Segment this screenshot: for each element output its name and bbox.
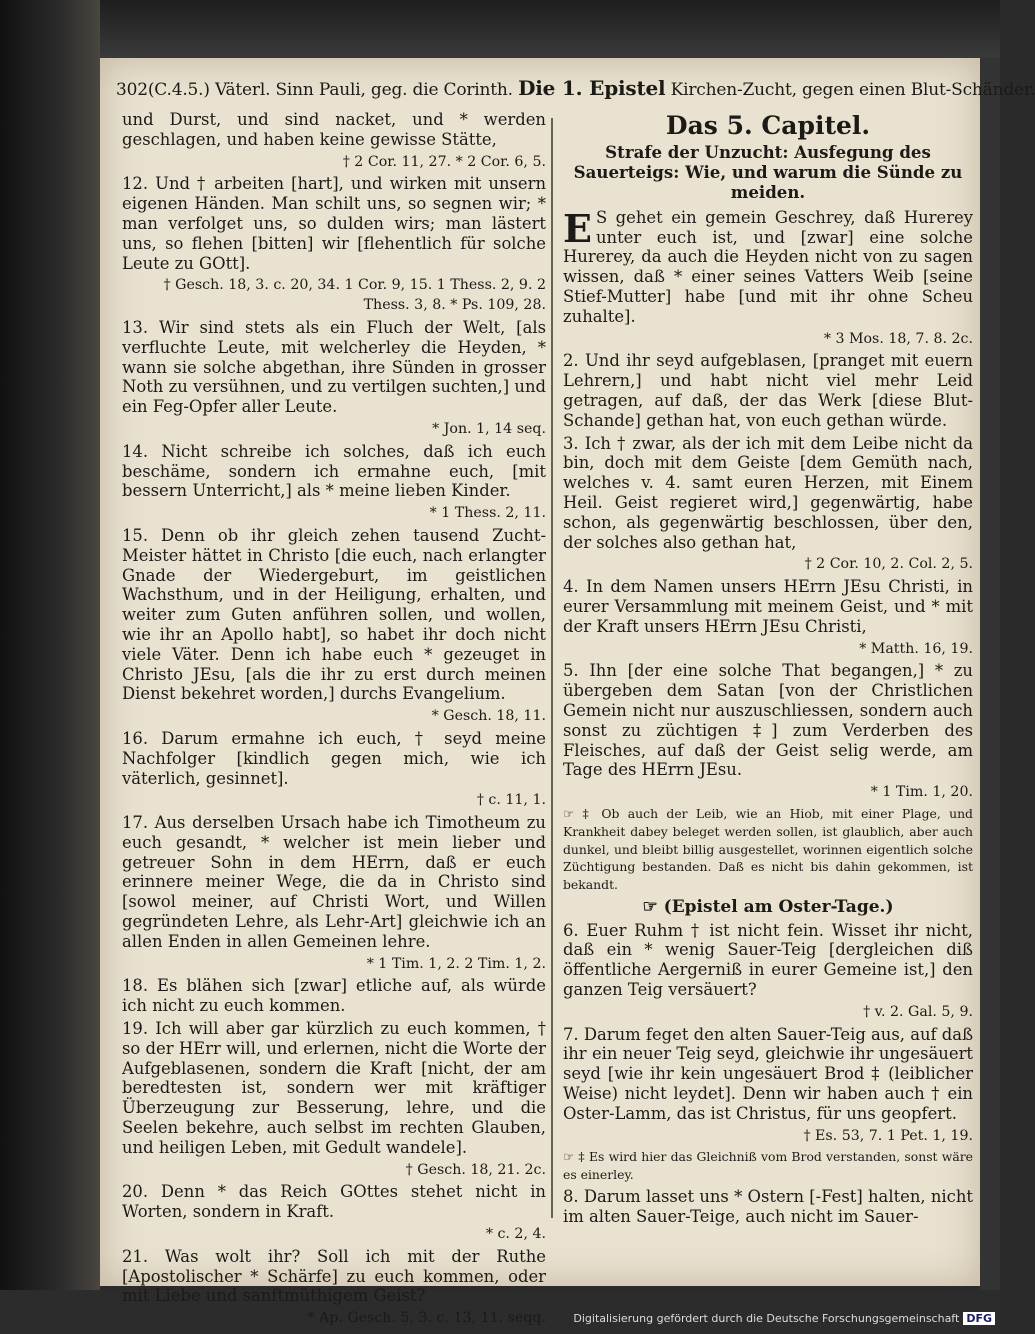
verse-paragraph: 16. Darum ermahne ich euch, † seyd meine Nachfolger [kindlich gegen mich, wie ich väterlich, gesinnet]. — [122, 728, 546, 788]
commentary-note: ☞ ‡ Es wird hier das Gleichniß vom Brod verstanden, sonst wäre es einerley. — [563, 1149, 973, 1183]
verse-paragraph: und Durst, und sind nacket, und * werden geschlagen, und haben keine gewisse Stätte, — [122, 110, 546, 149]
cross-reference: † v. 2. Gal. 5, 9. — [863, 1003, 973, 1020]
cross-reference: † Gesch. 18, 21. 2c. — [405, 1161, 546, 1178]
verse-paragraph — [563, 205, 973, 327]
header-left: (C.4.5.) Väterl. Sinn Pauli, geg. die Corinth. — [147, 80, 513, 100]
cross-reference: † c. 11, 1. — [476, 792, 546, 809]
right-column — [563, 110, 973, 1230]
verse-paragraph: 5. Ihn [der eine solche That begangen,] * zu übergeben dem Satan [von der Christlichen Gemein nicht nur auszuschliessen, sondern auch sonst zu züchtigen ‡] zum Verderben des Fleisches, auf daß der Geist selig werde, am Tage des HErrn JEsu. — [563, 661, 973, 780]
verse-paragraph: 7. Darum feget den alten Sauer-Teig aus, auf daß ihr ein neuer Teig seyd, gleichwie ihr ungesäuert seyd [wie ihr kein ungesäuert Brod ‡ (leiblicher Weise) nicht leydet]. Denn wir haben auch † ein Oster-Lamm, das ist Christus, für uns geopfert. — [563, 1024, 974, 1123]
verse-paragraph: 8. Darum lasset uns * Ostern [-Fest] halten, nicht im alten Sauer-Teige, auch nicht im Sauer- — [563, 1187, 973, 1226]
column-divider — [551, 118, 553, 1218]
chapter-title: Das 5. Capitel. — [665, 111, 871, 140]
cross-reference: † 2 Cor. 11, 27. * 2 Cor. 6, 5. — [342, 153, 546, 170]
scan-right-margin — [980, 58, 1000, 1290]
header-center: Die 1. Epistel — [518, 76, 666, 100]
scan-top-margin — [100, 0, 1000, 58]
section-subheading: ☞ (Epistel am Oster-Tage.) — [642, 896, 894, 917]
cross-reference: † Es. 53, 7. 1 Pet. 1, 19. — [803, 1127, 973, 1144]
verse-paragraph: 3. Ich † zwar, als der ich mit dem Leibe nicht da bin, doch mit dem Geiste [dem Gemüth nach, welches v. 4. samt euren Herzen, mit Einem Heil. Geist regieret wird,] gegenwärtig, habe schon, als gegenwärtig beschlossen, über den, der solches also gethan hat, — [563, 433, 973, 552]
verse-paragraph: 15. Denn ob ihr gleich zehen tausend Zucht-Meister hättet in Christo [die euch, nach erlangter Gnade der Wiedergeburt, im geistlichen Wachsthum, und in der Heiligung, erhalten, und weiter zum Guten anführen sollen, und wollen, wie ihr an Apollo habt], so habet ihr doch nicht viele Väter. Denn ich habe euch * gezeuget in Christo JEsu, [als die ihr zu erst durch meinen Dienst bekehret worden,] durchs Evangelium. — [122, 525, 546, 704]
cross-reference: * c. 2, 4. — [485, 1226, 546, 1243]
cross-reference: * 1 Tim. 1, 20. — [870, 784, 973, 801]
footer-text: Digitalisierung gefördert durch die Deutsche Forschungsgemeinschaft — [573, 1312, 960, 1325]
cross-reference: * Jon. 1, 14 seq. — [432, 420, 546, 437]
verse-paragraph: 2. Und ihr seyd aufgeblasen, [pranget mit euern Lehrern,] und habt nicht viel mehr Leid getragen, auf daß, der das Werk [diese Blut-Schande] gethan hat, von euch gethan würde. — [563, 351, 973, 430]
cross-reference: * Matth. 16, 19. — [859, 640, 973, 657]
verse-paragraph: 20. Denn * das Reich GOttes stehet nicht in Worten, sondern in Kraft. — [122, 1182, 546, 1222]
cross-reference: * Gesch. 18, 11. — [431, 708, 546, 725]
cross-reference: * 1 Thess. 2, 11. — [429, 505, 546, 522]
verse-paragraph: 4. In dem Namen unsers HErrn JEsu Christi, in eurer Versammlung mit meinem Geist, und * mit der Kraft unsers HErrn JEsu Christi, — [563, 577, 973, 636]
right-column-text — [563, 205, 974, 1227]
verse-text: S gehet ein gemein Geschrey, daß Hurerey unter euch ist, und [zwar] eine solche Hurerey, da auch die Heyden nicht von zu sagen wissen, daß * einer seines Vatters Weib [seine Stief-Mutter] habe [und mit ihr ohne Scheu zuhalte]. — [563, 207, 973, 326]
verse-paragraph: 6. Euer Ruhm † ist nicht fein. Wisset ihr nicht, daß ein * wenig Sauer-Teig [dergleichen diß öffentliche Aergerniß in eurer Gemeine ist,] den ganzen Teig versäuert? — [563, 920, 973, 1000]
verse-paragraph: 17. Aus derselben Ursach habe ich Timotheum zu euch gesandt, * welcher ist mein lieber und getreuer Sohn in dem HErrn, daß er euch erinnere meiner Wege, die da in Christo sind [sowol meiner, auf Christi Wort, und Willen gegründeten Lehre, als Lehr-Art] gleichwie ich an allen Enden in allen Gemeinen lehre. — [122, 813, 546, 951]
verse-paragraph: 19. Ich will aber gar kürzlich zu euch kommen, † so der HErr will, und erlernen, nicht die Worte der Aufgeblasenen, sondern die Kraft [nicht, der am beredtesten ist, sondern wer mit kräftiger Überzeugung zur Besserung, lehre, und die Seelen bekehre, auch selbst im rechten Glauben, und heiligen Leben, mit Gedult wandele]. — [122, 1019, 546, 1157]
scan-left-margin — [0, 0, 100, 1290]
drop-cap: E — [563, 205, 592, 251]
chapter-summary: Strafe der Unzucht: Ausfegung des Sauerteigs: Wie, und warum die Sünde zu meiden. — [573, 141, 963, 202]
footer-credit — [530, 1312, 995, 1330]
dfg-logo: DFG — [963, 1312, 995, 1325]
verse-paragraph: 18. Es blähen sich [zwar] etliche auf, als würde ich nicht zu euch kommen. — [122, 976, 546, 1016]
cross-reference: † 2 Cor. 10, 2. Col. 2, 5. — [804, 556, 973, 573]
page-number: 302 — [116, 80, 148, 100]
verse-paragraph: 21. Was wolt ihr? Soll ich mit der Ruthe [Apostolischer * Schärfe] zu euch kommen, oder mit Liebe und sanftmüthigem Geist? — [122, 1246, 546, 1306]
commentary-note: ☞ ‡ Ob auch der Leib, wie an Hiob, mit einer Plage, und Krankheit dabey beleget werden sollen, ist glaublich, aber auch dunkel, und bleibt billig ausgestellet, worinnen eigentlich solche Züchtigung bestanden. Daß es nicht bis dahin gekommen, ist bekandt. — [563, 805, 973, 893]
running-header — [116, 76, 1035, 106]
verse-paragraph: 14. Nicht schreibe ich solches, daß ich euch beschäme, sondern ich ermahne euch, [mit bessern Unterricht,] als * meine lieben Kinder. — [122, 441, 546, 501]
verse-paragraph: 13. Wir sind stets als ein Fluch der Welt, [als verfluchte Leute, mit welcherley die Heyden, * wann sie solche abgethan, ihre Sünden in grosser Noth zu versühnen, und zu vertilgen suchten,] und ein Feg-Opfer aller Leute. — [122, 317, 546, 417]
cross-reference: * 3 Mos. 18, 7. 8. 2c. — [823, 330, 973, 347]
cross-reference: * 1 Tim. 1, 2. 2 Tim. 1, 2. — [366, 955, 546, 972]
left-column — [122, 110, 546, 1331]
header-right: Kirchen-Zucht, gegen einen Blut-Schänder. — [670, 80, 1035, 100]
cross-reference: † Gesch. 18, 3. c. 20, 34. 1 Cor. 9, 15. 1 Thess. 2, 9. 2 Thess. 3, 8. * Ps. 109, 28. — [163, 277, 546, 314]
verse-paragraph: 12. Und † arbeiten [hart], und wirken mit unsern eigenen Händen. Man schilt uns, so segnen wir; * man verfolget uns, so dulden wirs; man lästert uns, so flehen [bitten] wir [flehentlich für solche Leute zu GOtt]. — [122, 174, 546, 273]
cross-reference: * Ap. Gesch. 5, 3. c. 13, 11. seqq. — [307, 1310, 546, 1327]
